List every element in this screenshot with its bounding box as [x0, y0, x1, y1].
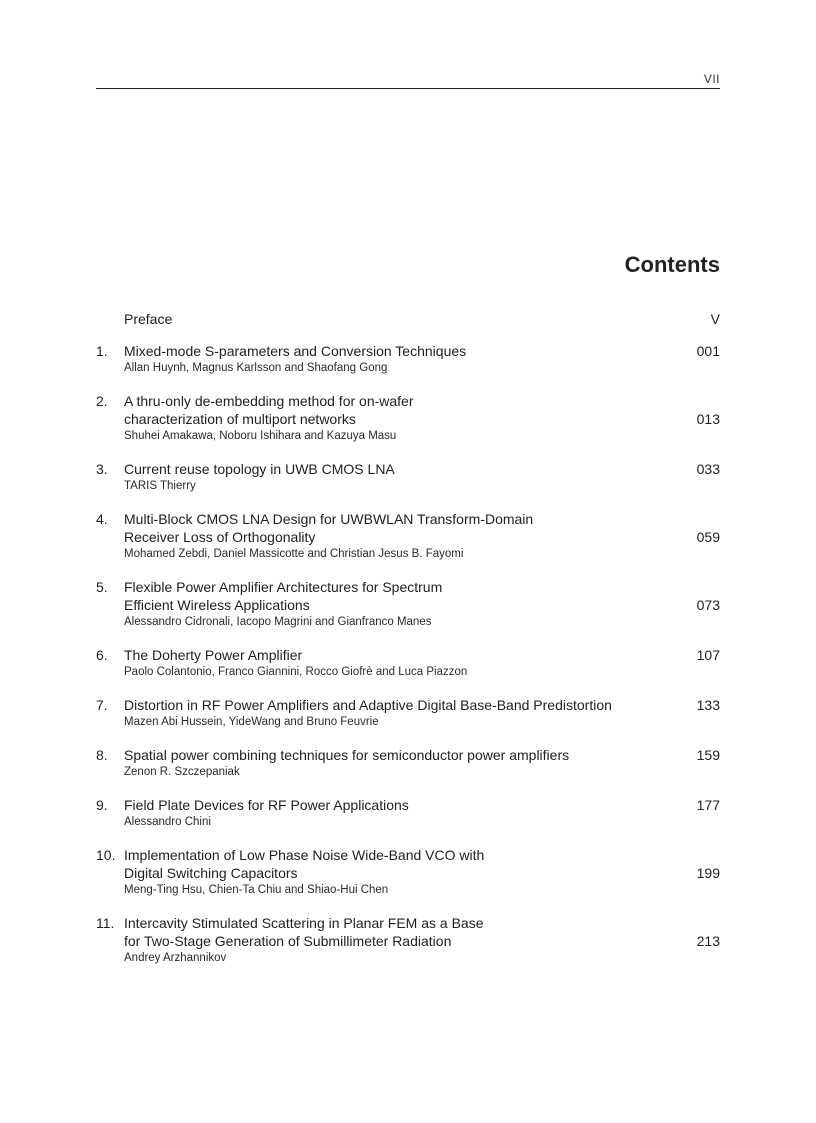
toc-entry-page: 033	[696, 461, 720, 477]
toc-entry-page: 013	[696, 411, 720, 427]
toc-entry-title: A thru-only de-embedding method for on-wafer	[124, 393, 414, 409]
toc-entry-page: 001	[696, 343, 720, 359]
toc-entry-title: Spatial power combining techniques for semiconductor power amplifiers	[124, 747, 570, 763]
toc-entry-number: 4.	[96, 511, 108, 527]
toc-entry-authors: Alessandro Chini	[124, 816, 211, 828]
toc-entry-page: 073	[696, 597, 720, 613]
toc-entry-9[interactable]	[96, 796, 720, 830]
toc-entry-title-cont: Receiver Loss of Orthogonality	[124, 529, 316, 545]
toc-entry-title: Implementation of Low Phase Noise Wide-Band VCO with	[124, 847, 485, 863]
toc-preface[interactable]	[96, 310, 720, 328]
toc-entry-title: Field Plate Devices for RF Power Applications	[124, 797, 409, 813]
toc-entry-title: Distortion in RF Power Amplifiers and Adaptive Digital Base-Band Predistortion	[124, 697, 612, 713]
toc-entry-number: 11.	[96, 915, 115, 931]
toc-entry-line	[96, 846, 720, 864]
contents-title: Contents	[624, 252, 720, 277]
toc-entry-title-cont: characterization of multiport networks	[124, 411, 356, 427]
toc-entry-authors: Zenon R. Szczepaniak	[124, 766, 240, 778]
toc-entry-line	[96, 578, 720, 596]
toc-entry-page: 199	[696, 865, 720, 881]
toc-entry-title-cont: Efficient Wireless Applications	[124, 597, 310, 613]
toc-entry-number: 3.	[96, 461, 108, 477]
toc-entry-page: 177	[696, 797, 720, 813]
toc-entry-number: 1.	[96, 343, 108, 359]
toc-entry-page: 059	[696, 529, 720, 545]
toc-entry-10[interactable]	[96, 846, 720, 898]
page-number: VII	[703, 72, 720, 86]
toc-entry-page: 213	[696, 933, 720, 949]
toc-entry-title: The Doherty Power Amplifier	[124, 647, 303, 663]
header-rule	[96, 88, 720, 89]
toc-entry-line	[96, 646, 720, 664]
toc-entry-3[interactable]	[96, 460, 720, 494]
toc-entry-line	[96, 460, 720, 478]
toc-entry-title: Mixed-mode S-parameters and Conversion Techniques	[124, 343, 467, 359]
toc-entry-authors: Paolo Colantonio, Franco Giannini, Rocco Giofrè and Luca Piazzon	[124, 666, 468, 678]
toc-entry-authors: TARIS Thierry	[124, 480, 196, 492]
toc-entry-authors: Allan Huynh, Magnus Karlsson and Shaofang Gong	[124, 362, 388, 374]
toc-entry-line	[96, 528, 720, 546]
toc-entry-6[interactable]	[96, 646, 720, 680]
toc-entry-line	[96, 796, 720, 814]
toc-entry-authors: Alessandro Cidronali, Iacopo Magrini and Gianfranco Manes	[124, 616, 432, 628]
toc-entry-number: 5.	[96, 579, 108, 595]
toc-entry-page: 107	[696, 647, 720, 663]
toc-entry-line	[96, 392, 720, 410]
toc-entry-authors: Mohamed Zebdi, Daniel Massicotte and Christian Jesus B. Fayomi	[124, 548, 464, 560]
toc-preface-line	[96, 310, 720, 328]
toc-entry-line	[96, 342, 720, 360]
toc-entry-line	[96, 914, 720, 932]
toc-entry-page: 159	[696, 747, 720, 763]
toc-entry-line	[96, 746, 720, 764]
toc-entry-8[interactable]	[96, 746, 720, 780]
toc-entry-page: 133	[696, 697, 720, 713]
toc-entry-5[interactable]	[96, 578, 720, 630]
toc-entry-line	[96, 864, 720, 882]
toc-entry-2[interactable]	[96, 392, 720, 444]
toc-entry-number: 9.	[96, 797, 108, 813]
toc-entry-1[interactable]	[96, 342, 720, 376]
toc-entry-number: 2.	[96, 393, 108, 409]
toc-entry-number: 10.	[96, 847, 116, 863]
toc-entry-authors: Meng-Ting Hsu, Chien-Ta Chiu and Shiao-Hui Chen	[124, 884, 389, 896]
toc-entry-title-cont: for Two-Stage Generation of Submillimeter Radiation	[124, 933, 452, 949]
toc-entry-authors: Mazen Abi Hussein, YideWang and Bruno Feuvrie	[124, 716, 379, 728]
toc-entry-number: 7.	[96, 697, 108, 713]
toc-preface-page: V	[710, 311, 720, 327]
toc-entry-title: Multi-Block CMOS LNA Design for UWBWLAN Transform-Domain	[124, 511, 534, 527]
toc-entry-7[interactable]	[96, 696, 720, 730]
toc-entry-line	[96, 696, 720, 714]
toc-entry-4[interactable]	[96, 510, 720, 562]
toc-entry-line	[96, 932, 720, 950]
toc-entry-title: Intercavity Stimulated Scattering in Planar FEM as a Base	[124, 915, 484, 931]
toc-entry-authors: Andrey Arzhannikov	[124, 952, 227, 964]
toc-entry-authors: Shuhei Amakawa, Noboru Ishihara and Kazuya Masu	[124, 430, 397, 442]
toc-preface-label: Preface	[124, 311, 173, 327]
toc-entry-line	[96, 596, 720, 614]
toc-entry-11[interactable]	[96, 914, 720, 966]
toc-entry-title: Current reuse topology in UWB CMOS LNA	[124, 461, 395, 477]
toc-entry-number: 8.	[96, 747, 108, 763]
toc-entry-line	[96, 510, 720, 528]
toc-entry-title: Flexible Power Amplifier Architectures for Spectrum	[124, 579, 443, 595]
toc-entry-number: 6.	[96, 647, 108, 663]
toc-entry-title-cont: Digital Switching Capacitors	[124, 865, 298, 881]
toc-entry-line	[96, 410, 720, 428]
